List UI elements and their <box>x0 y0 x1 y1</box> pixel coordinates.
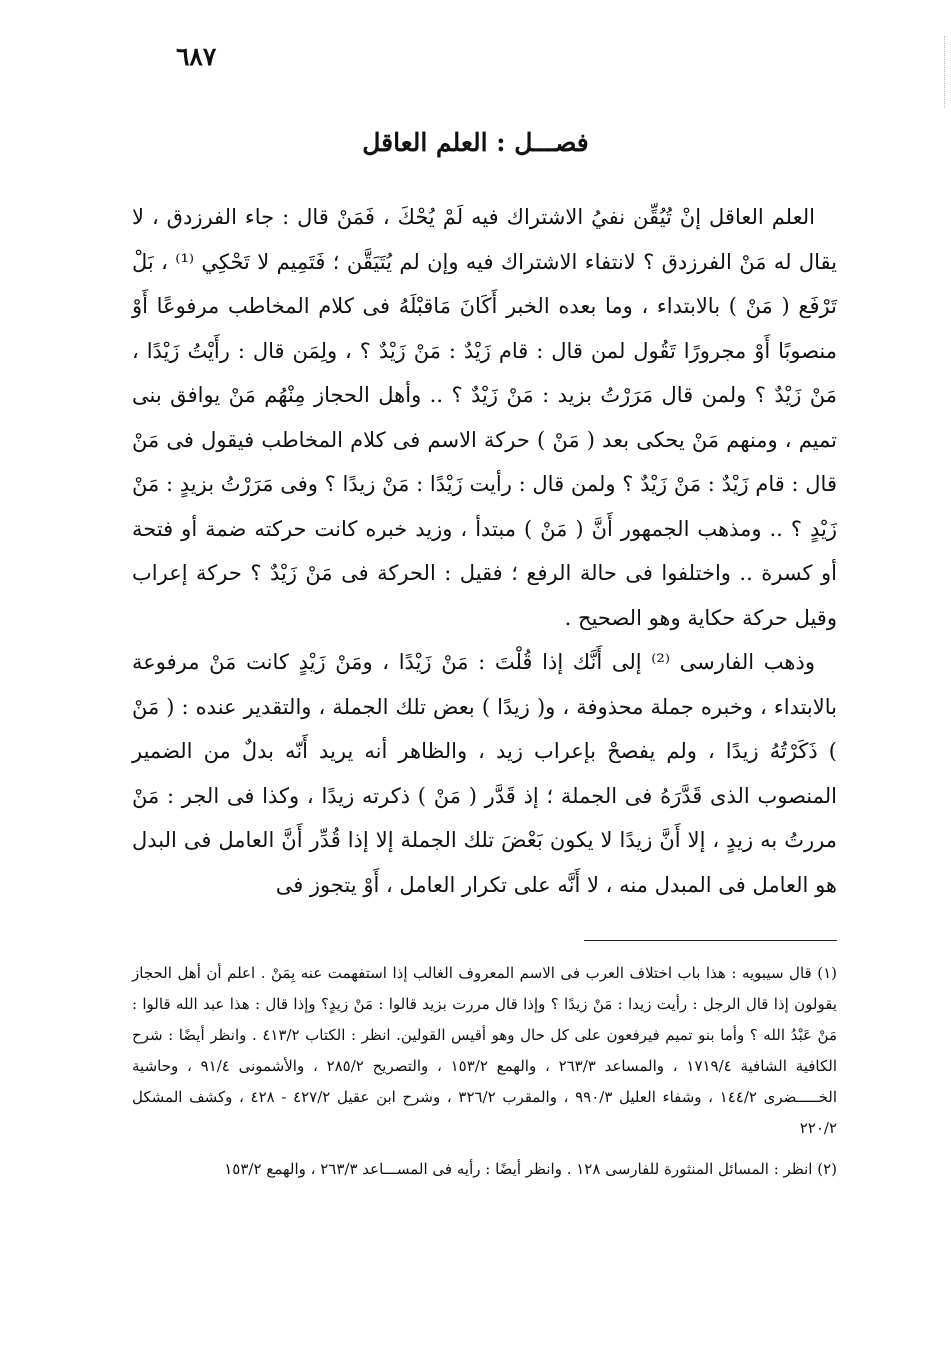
footnote-2: (٢) انظر : المسائل المنثورة للفارسى ١٢٨ . وانظر أيضًا : رأيه فى المســـاعد ٢٦٣/٣ ، والهمع ١٥٣/٢ <box>224 1160 837 1178</box>
footnote-separator <box>584 940 837 941</box>
margin-mark <box>943 36 945 108</box>
footnote-1: (١) قال سيبويه : هذا باب اختلاف العرب فى الاسم المعروف الغالب إذا استفهمت عنه بِمَنْ . اعلم أن أهل الحجاز يقولون إذا قال الرجل : رأيت زيدا : مَنْ زيدًا ؟ وإذا قال مررت بزيد قالوا : مَنْ زيدٍ؟ وإذا قال : هذا عبد الله قالوا : مَنْ عَبْدُ الله ؟ وأما بنو تميم فيرفعون على كل حال وهو أقيس القولين. انظر : الكتاب ٤١٣/٢ . وانظر أيضًا : شرح الكافية الشافية ١٧١٩/٤ ، والمساعد ٢٦٣/٣ ، والهمع ١٥٣/٢ ، والتصريح ٢٨٥/٢ ، والأشمونى ٩١/٤ ، وحاشية الخـــــضرى ١٤٤/٢ ، وشفاء العليل ٩٩٠/٣ ، والمقرب ٣٢٦/٢ ، وشرح ابن عقيل ٤٢٧/٢ - ٤٢٨ ، وكشف المشكل ٢٢٠/٢ <box>132 964 838 1137</box>
body-paragraph: وذهب الفارسى ⁽²⁾ إلى أَنَّك إذا قُلْتَ : مَنْ زَيْدًا ، ومَنْ زَيْدٍ كانت مَنْ مرفوعة بالابتداء ، وخبره جملة محذوفة ، و( زيدًا ) بعض تلك الجملة ، والتقدير عنده : ( مَنْ ) ذَكَرْتُهُ زيدًا ، ولم يفصحْ بإعراب زيد ، والظاهر أنه يريد أَنّه بدلٌ من الضمير المنصوب الذى قَدَّرَهُ فى الجملة ؛ إذ قَدَّر ( مَنْ ) ذكرته زيدًا ، وكذا فى الجر : مَنْ مررتُ به زيدٍ ، إلا أَنَّ زيدًا لا يكون بَعْضَ تلك الجملة إلا إذا قُدِّر أَنَّ العامل فى البدل هو العامل فى المبدل منه ، لا أَنَّه على تكرار العامل ، أَوْ يتجوز فى <box>132 650 838 897</box>
body-text <box>132 195 837 907</box>
chapter-title: فصـــل : العلم العاقل <box>362 128 589 157</box>
page-number: ٦٨٧ <box>176 42 217 71</box>
body-paragraph: العلم العاقل إنْ تُيُقِّن نفيُ الاشتراك فيه لَمْ يُحْكَ ، فَمَنْ قال : جاء الفرزدق ، لا يقال له مَنْ الفرزدق ؟ لانتفاء الاشتراك فيه وإن لم يُتَيَقَّن ؛ فَتَمِيم لا تَحْكِي ⁽¹⁾ ، بَلْ تَرْفَع ( مَنْ ) بالابتداء ، وما بعده الخبر أَكَانَ مَاقبْلَهُ فى كلام المخاطب مرفوعًا أَوْ منصوبًا أَوْ مجرورًا تَقُول لمن قال : قام زَيْدٌ : مَنْ زَيْدٌ ؟ ، ولِمَن قال : رأَيْتُ زَيْدًا ، مَنْ زَيْدٌ ؟ ولمن قال مَرَرْتُ بزيد : مَنْ زَيْدٌ ؟ .. وأهل الحجاز مِنْهُم مَنْ يوافق بنى تميم ، ومنهم مَنْ يحكى بعد ( مَنْ ) حركة الاسم فى كلام المخاطب فيقول فى مَنْ قال : قام زَيْدٌ : مَنْ زَيْدٌ ؟ ولمن قال : رأيت زَيْدًا : مَنْ زيدًا ؟ وفى مَرَرْتُ بزيدٍ : مَنْ زَيْدٍ ؟ .. ومذهب الجمهور أَنَّ ( مَنْ ) مبتدأ ، وزيد خبره كانت حركته ضمة أو فتحة أو كسرة .. واختلفوا فى حالة الرفع ؛ فقيل : الحركة فى مَنْ زَيْدٌ ؟ حركة إعراب وقيل حركة حكاية وهو الصحيح . <box>132 205 837 630</box>
footnotes <box>132 958 837 1185</box>
